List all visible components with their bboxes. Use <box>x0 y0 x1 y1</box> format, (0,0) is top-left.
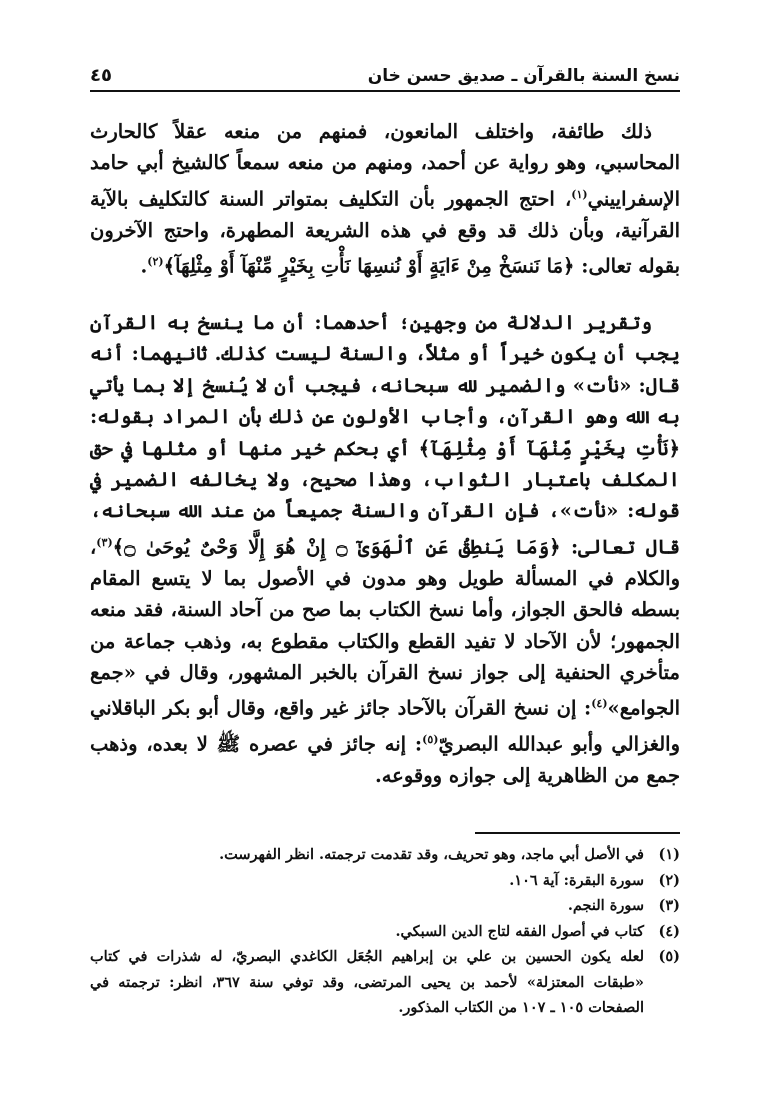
running-header <box>90 58 680 92</box>
footnote-divider <box>475 832 680 834</box>
footnote-ref: (٥) <box>422 733 439 747</box>
footnote-ref: (٢) <box>147 255 164 269</box>
running-title: نسخ السنة بالقرآن ـ صديق حسن خان <box>367 66 680 86</box>
footnote-number: (٥) <box>658 948 680 965</box>
footnote <box>90 919 680 945</box>
footnotes <box>90 842 680 1021</box>
paragraph-text: ذلك طائفة، واختلف المانعون، فمنهم من منعه عقلاً كالحارث المحاسبي، وهو رواية عن أحمد، ومنهم من منعه سمعاً كالشيخ أبي حامد الإسفراييني <box>90 120 680 211</box>
footnote-text: كتاب في أصول الفقه لتاج الدين السبكي. <box>395 922 644 940</box>
paragraph-text: ، احتج الجمهور بأن التكليف بمتواتر السنة كالتكليف بالآية القرآنية، وبأن ذلك قد وقع في هذه الشريعة المطهرة، واحتج الآخرون بقوله تعالى: ﴿مَا نَنسَخْ مِنْ ءَايَةٍ أَوْ نُنسِهَا نَأْتِ بِخَيْرٍ مِّنْهَآ أَوْ مِثْلِهَآ﴾ <box>90 187 680 278</box>
footnote-text: لعله يكون الحسين بن علي بن إبراهيم الجُعَل الكاغدي البصريّ، له شذرات في كتاب «طبقات المعتزلة» لأحمد بن يحيى المرتضى، وقد توفي سنة ٣٦٧، انظر: ترجمته في الصفحات ١٠٥ ـ ١٠٧ من الكتاب المذكور. <box>90 948 644 1016</box>
paragraph-text: : إنه جائز في عصره ﷺ لا بعده، وذهب جمع من الظاهرية إلى جوازه ووقوعه. <box>90 732 680 788</box>
footnote-ref: (١) <box>571 187 588 201</box>
footnote <box>90 893 680 919</box>
footnote-text: سورة البقرة: آية ١٠٦. <box>509 871 644 889</box>
footnote-ref: (٣) <box>96 535 113 549</box>
footnote-text: سورة النجم. <box>567 897 644 914</box>
paragraph-text: ، والكلام في المسألة طويل وهو مدون في الأصول بما لا يتسع المقام بسطه فالحق الجواز، وأما نسخ الكتاب بما صح من آحاد السنة، فقد منعه الجمهور؛ لأن الآحاد لا تفيد القطع والكتاب مقطوع به، وذهب جماعة من متأخري الحنفية إلى جواز نسخ القرآن بالخبر المشهور، وقال في «جمع الجوامع» <box>90 535 680 720</box>
footnote-ref: (٤) <box>591 697 608 711</box>
footnote <box>90 944 680 1021</box>
paragraph-text: . <box>140 254 148 278</box>
paragraph <box>90 116 680 282</box>
footnote-number: (٤) <box>658 922 680 940</box>
footnote <box>90 868 680 894</box>
paragraph-text: وتقرير الدلالة من وجهين؛ أحدهما: أن ما ينسخ به القرآن يجب أن يكون خيراً أو مثلاً، والسنة ليست كذلك. ثانيهما: أنه قال: «نأت» والضمير لله سبحانه، فيجب أن لا يُنسخ إلا بما يأتي به الله وهو القرآن، وأجاب الأولون عن ذلك بأن المراد بقوله: ﴿نَأْتِ بِخَيْرٍ مِّنْهَآ أَوْ مِثْلِهَآ﴾ أي بحكم خير منها أو مثلها في حق المكلف باعتبار الثواب، وهذا صحيح، ولا يخالفه الضمير في قوله: «نأت»، فإن القرآن والسنة جميعاً من عند الله سبحانه، قال تعالى: ﴿وَمَا يَنطِقُ عَنِ ٱلْهَوَىٰٓ ۝ إِنْ هُوَ إِلَّا وَحْىٌ يُوحَىٰ ۝﴾ <box>90 311 680 559</box>
paragraph-text: : إن نسخ القرآن بالآحاد جائز غير واقع، وقال أبو بكر الباقلاني والغزالي وأبو عبدالله البصريّ <box>90 696 680 756</box>
footnote-number: (٢) <box>658 871 680 889</box>
footnote-number: (٣) <box>658 897 680 914</box>
paragraph <box>90 307 680 792</box>
footnote-number: (١) <box>658 846 680 863</box>
main-text <box>90 116 680 792</box>
page-number: ٤٥ <box>90 65 112 86</box>
footnote <box>90 842 680 868</box>
footnote-text: في الأصل أبي ماجد، وهو تحريف، وقد تقدمت ترجمته. انظر الفهرست. <box>219 846 644 863</box>
